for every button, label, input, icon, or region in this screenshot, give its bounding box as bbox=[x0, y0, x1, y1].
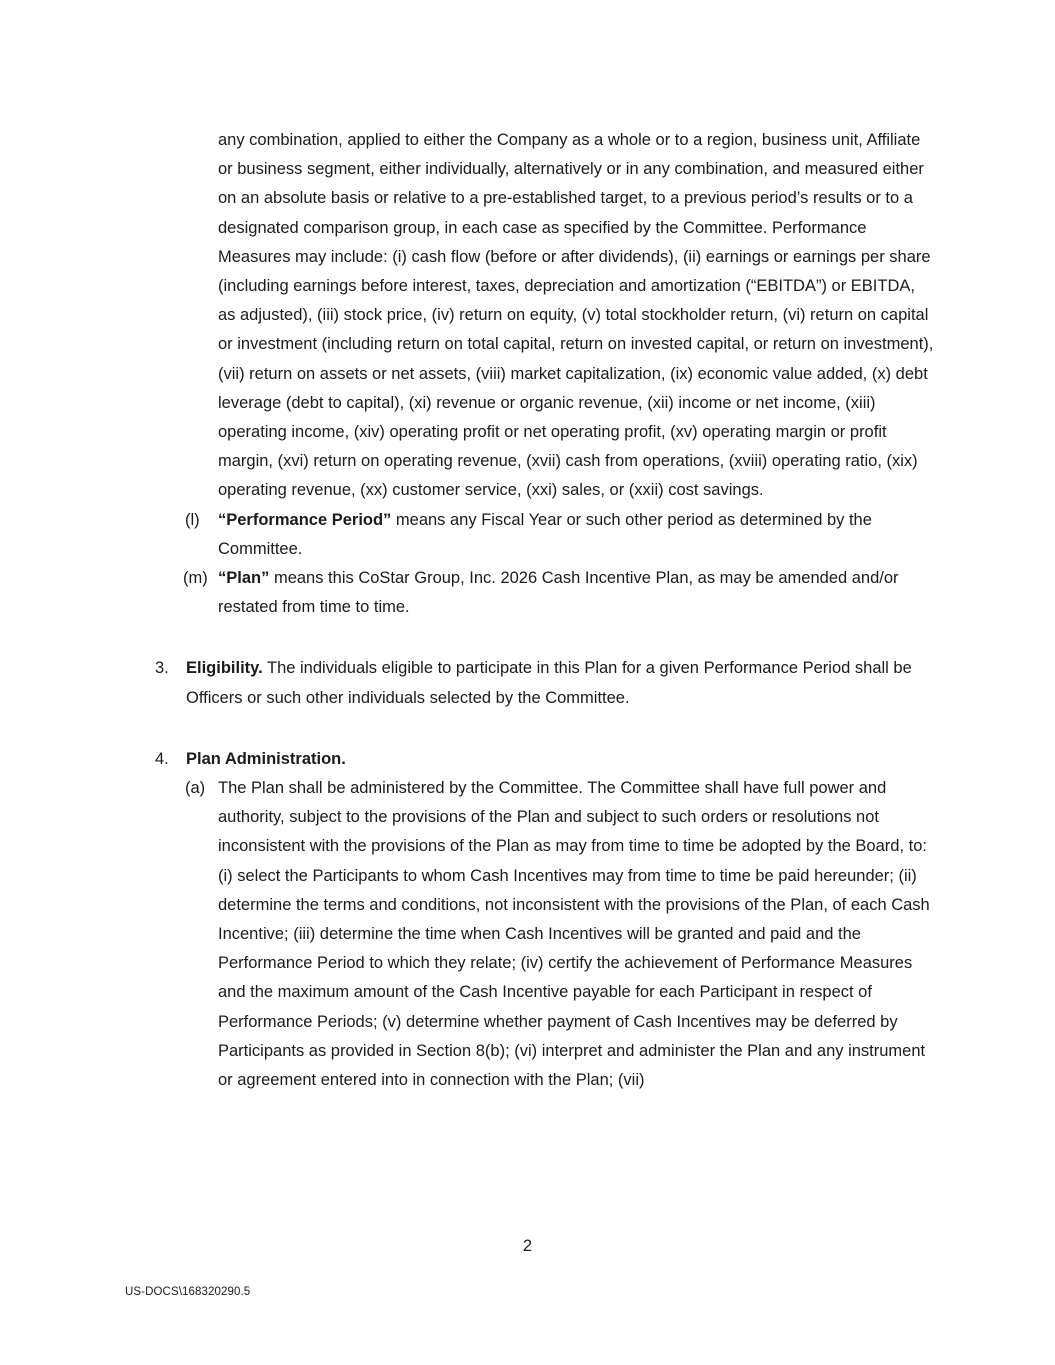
body-text: The individuals eligible to participate in this Plan for a given Performance Period shall be Officers or such other individuals selected by the Committee. bbox=[186, 659, 912, 707]
list-label: 3. bbox=[155, 659, 169, 678]
bold-text: “Plan” bbox=[218, 569, 270, 588]
section-3-eligibility bbox=[155, 654, 934, 712]
paragraph-performance-measures bbox=[155, 126, 934, 506]
section-4-plan-administration bbox=[155, 745, 934, 774]
page-number: 2 bbox=[522, 1237, 533, 1255]
body-text: means this CoStar Group, Inc. 2026 Cash Incentive Plan, as may be amended and/or restated from time to time. bbox=[218, 569, 899, 617]
list-label: (m) bbox=[183, 569, 208, 588]
definition-item-l bbox=[155, 506, 934, 564]
list-label: (a) bbox=[185, 779, 206, 798]
definition-item-m bbox=[155, 564, 934, 622]
bold-text: Plan Administration. bbox=[186, 749, 346, 768]
list-label: (l) bbox=[185, 510, 200, 529]
body-text: The Plan shall be administered by the Committee. The Committee shall have full power and authority, subject to the provisions of the Plan and subject to such orders or resolutions not inconsistent with the provisions of the Plan as may from time to time be adopted by the Board, to: (i) select the Participants to whom Cash Incentives may from time to time be paid hereunder; (ii) determine the terms and conditions, not inconsistent with the provisions of the Plan, of each Cash Incentive; (iii) determine the time when Cash Incentives will be granted and paid and the Performance Period to which they relate; (iv) certify the achievement of Performance Measures and the maximum amount of the Cash Incentive payable for each Participant in respect of Performance Periods; (v) determine whether payment of Cash Incentives may be deferred by Participants as provided in Section 8(b); (vi) interpret and administer the Plan and any instrument or agreement entered into in connection with the Plan; (vii) bbox=[218, 779, 930, 1090]
bold-text: Eligibility. bbox=[186, 659, 263, 678]
body-text: any combination, applied to either the Company as a whole or to a region, business unit, Affiliate or business segment, either individually, alternatively or in any combination, and measured either on an absolute basis or relative to a pre-established target, to a previous period’s results or to a designated comparison group, in each case as specified by the Committee. Performance Measures may include: (i) cash flow (before or after dividends), (ii) earnings or earnings per share (including earnings before interest, taxes, depreciation and amortization (“EBITDA”) or EBITDA, as adjusted), (iii) stock price, (iv) return on equity, (v) total stockholder return, (vi) return on capital or investment (including return on total capital, return on invested capital, or return on investment), (vii) return on assets or net assets, (viii) market capitalization, (ix) economic value added, (x) debt leverage (debt to capital), (xi) revenue or organic revenue, (xii) income or net income, (xiii) operating income, (xiv) operating profit or net operating profit, (xv) operating margin or profit margin, (xvi) return on operating revenue, (xvii) cash from operations, (xviii) operating ratio, (xix) operating revenue, (xx) customer service, (xxi) sales, or (xxii) cost savings. bbox=[218, 131, 934, 500]
document-body bbox=[155, 126, 934, 1095]
document-id-footer: US-DOCS\168320290.5 bbox=[125, 1286, 251, 1298]
body-text: means any Fiscal Year or such other period as determined by the Committee. bbox=[218, 510, 872, 558]
list-label: 4. bbox=[155, 749, 169, 768]
section-4a bbox=[155, 774, 934, 1095]
bold-text: “Performance Period” bbox=[218, 510, 392, 529]
